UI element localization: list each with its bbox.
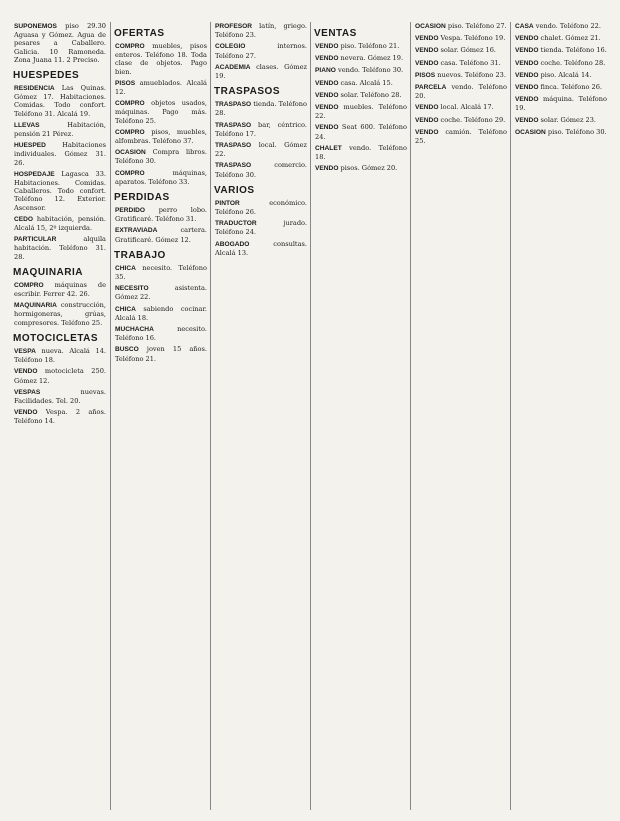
ad-text: local. Gómez 22. <box>215 141 307 159</box>
ad-lead-word: EXTRAVIADA <box>115 227 158 235</box>
ad-text: solar. Gómez 23. <box>538 115 597 124</box>
classified-ad <box>10 170 110 212</box>
classified-ad <box>411 22 511 31</box>
classified-ad <box>211 42 311 59</box>
classified-ad <box>511 46 611 55</box>
ad-lead-word: RESIDENCIA <box>14 85 55 93</box>
classified-ad <box>511 34 611 43</box>
classified-ad <box>511 59 611 68</box>
ad-lead-word: VENDO <box>14 409 38 417</box>
ad-lead-word: ACADEMIA <box>215 63 251 71</box>
ad-lead-word: VENDO <box>515 84 539 92</box>
ad-lead-word: LLEVAS <box>14 121 40 129</box>
ad-lead-word: VENDO <box>515 96 539 104</box>
ad-text: piso. Teléfono 30. <box>545 127 607 136</box>
ad-text: necesito. Teléfono 16. <box>115 325 207 343</box>
classified-ad <box>511 22 611 31</box>
classified-ad <box>10 301 110 327</box>
ad-text: latín, griego. Teléfono 23. <box>215 22 307 40</box>
ad-lead-word: COMPRO <box>14 281 44 289</box>
ad-text: coche. Teléfono 28. <box>538 58 606 67</box>
ad-text: muebles. Teléfono 22. <box>315 103 407 121</box>
ad-lead-word: BUSCO <box>115 346 139 354</box>
ad-text: pisos, muebles, alfombras. Teléfono 37. <box>115 127 207 146</box>
classified-ad <box>10 347 110 364</box>
ad-text: nueva. Alcalá 14. Teléfono 18. <box>14 346 106 365</box>
section-heading: VARIOS <box>214 184 255 196</box>
section-heading: VENTAS <box>314 28 357 39</box>
ad-text: Habitaciones individuales. Gómez 31. 26. <box>14 141 106 167</box>
ad-lead-word: OCASION <box>415 23 446 30</box>
classified-ad <box>311 54 411 63</box>
classified-ad <box>111 264 211 281</box>
section-heading: TRASPASOS <box>214 86 280 98</box>
classified-ad <box>10 408 110 425</box>
ad-lead-word: VENDO <box>515 116 539 124</box>
ad-text: finca. Teléfono 26. <box>538 83 603 92</box>
ad-lead-word: VENDO <box>515 71 539 79</box>
ad-lead-word: HOSPEDAJE <box>14 170 55 178</box>
ad-text: vendo. Teléfono 18. <box>315 143 407 162</box>
ad-lead-word: CASA <box>515 23 534 30</box>
classified-ad <box>111 169 211 186</box>
classified-ad <box>211 240 311 257</box>
ad-text: piso 29.30 Aguasa y Gómez. Agua de pesares a Caballero. Galicia. 10 Ramoneda. Zona Juana 11. 2 Preciso. <box>14 22 106 64</box>
ad-text: casa. Teléfono 31. <box>438 58 501 67</box>
classified-ad <box>311 79 411 88</box>
classified-ad <box>10 388 110 405</box>
ad-lead-word: MAQUINARIA <box>14 302 57 310</box>
classified-ad <box>211 121 311 138</box>
classified-ad <box>411 46 511 55</box>
ad-lead-word: NECESITO <box>115 285 149 293</box>
ad-text: tienda. Teléfono 16. <box>538 46 607 55</box>
ad-lead-word: VENDO <box>315 104 339 112</box>
ad-text: consultas. Alcalá 13. <box>215 239 307 257</box>
ad-text: chalet. Gómez 21. <box>538 34 601 43</box>
ad-text: Vespa. Teléfono 19. <box>438 34 506 43</box>
classified-ad <box>411 34 511 43</box>
ad-text: vendo. Teléfono 22. <box>533 22 601 30</box>
ad-text: Habitación, pensión 21 Pérez. <box>14 120 106 139</box>
ad-text: Compra libros. Teléfono 30. <box>115 148 207 166</box>
classified-ad <box>511 116 611 125</box>
ad-lead-word: PARTICULAR <box>14 236 57 244</box>
classified-ad <box>311 66 411 75</box>
ad-lead-word: HUESPED <box>14 142 46 150</box>
ad-lead-word: CHICA <box>115 264 136 272</box>
ad-text: casa. Alcalá 15. <box>338 78 393 87</box>
ad-lead-word: PINTOR <box>215 199 240 207</box>
column-5 <box>410 22 511 810</box>
ad-text: jurado. Teléfono 24. <box>215 219 307 237</box>
classified-ad <box>411 103 511 112</box>
ad-lead-word: VENDO <box>415 104 439 112</box>
ad-text: local. Alcalá 17. <box>438 103 494 112</box>
ad-text: máquinas de escribir. Ferrer 42. 26. <box>14 280 106 299</box>
ad-text: objetos usados, máquinas. Pago más. Teléfono 25. <box>115 99 207 125</box>
ad-lead-word: VENDO <box>315 91 339 99</box>
ad-lead-word: OCASION <box>115 149 146 157</box>
column-3 <box>210 22 311 810</box>
ad-text: amueblados. Alcalá 12. <box>115 78 207 97</box>
ad-lead-word: VENDO <box>415 128 439 136</box>
ad-lead-word: TRASPASO <box>215 121 252 129</box>
ad-lead-word: PISOS <box>115 79 136 87</box>
ad-text: perro lobo. Gratificaré. Teléfono 31. <box>115 206 207 224</box>
ad-text: muebles, pisos enteros. Teléfono 18. Toda clase de objetos. Pago bien. <box>115 42 207 76</box>
ad-text: internos. Teléfono 27. <box>215 42 307 60</box>
ad-text: nuevos. Teléfono 23. <box>435 70 506 79</box>
ad-text: Seat 600. Teléfono 24. <box>315 123 407 141</box>
classified-ad <box>111 284 211 301</box>
ad-text: vendo. Teléfono 20. <box>415 83 507 101</box>
classified-ad <box>311 103 411 120</box>
classified-ad <box>511 128 611 137</box>
ad-lead-word: VESPA <box>14 347 36 355</box>
ad-lead-word: ABOGADO <box>215 240 250 248</box>
ad-text: camión. Teléfono 25. <box>415 127 507 146</box>
ad-text: vendo. Teléfono 30. <box>335 66 404 75</box>
ad-lead-word: TRASPASO <box>215 142 252 150</box>
ad-lead-word: MUCHACHA <box>115 326 154 334</box>
ad-lead-word: PIANO <box>315 67 336 75</box>
ad-lead-word: VENDO <box>515 35 539 43</box>
classified-ad <box>311 144 411 161</box>
classified-ad <box>311 91 411 100</box>
ad-lead-word: COMPRO <box>115 100 145 108</box>
ad-text: necesito. Teléfono 35. <box>115 263 207 282</box>
classified-ad <box>311 164 411 173</box>
classified-ad <box>111 79 211 96</box>
classified-ad <box>111 128 211 145</box>
ad-text: tienda. Teléfono 28. <box>215 100 307 118</box>
ad-lead-word: VENDO <box>415 47 439 55</box>
ad-lead-word: VENDO <box>415 59 439 67</box>
classified-ad <box>211 219 311 236</box>
column-4 <box>310 22 411 810</box>
ad-lead-word: COLEGIO <box>215 43 246 51</box>
ad-text: solar. Gómez 16. <box>438 46 497 55</box>
ad-lead-word: VENDO <box>315 55 339 63</box>
ad-lead-word: TRASPASO <box>215 101 252 109</box>
ad-text: comercio. Teléfono 30. <box>215 161 307 179</box>
section-heading: MOTOCICLETAS <box>13 332 99 344</box>
ad-lead-word: COMPRO <box>115 43 145 50</box>
classified-ad <box>111 206 211 223</box>
classified-ad <box>511 71 611 80</box>
ad-lead-word: COMPRO <box>115 128 145 136</box>
ad-text: asistenta. Gómez 22. <box>115 284 207 302</box>
ad-text: alquila habitación. Teléfono 31. 28. <box>14 235 106 261</box>
ad-text: Las Quinas. Gómez 17. Habitaciones. Comidas. Todo confort. Teléfono 31. Alcalá 19. <box>14 84 106 118</box>
ad-lead-word: VENDO <box>515 59 539 67</box>
classified-ad <box>311 42 411 51</box>
ad-text: joven 15 años. Teléfono 21. <box>115 345 207 363</box>
classified-ad <box>211 22 311 39</box>
ad-lead-word: VENDO <box>14 368 38 376</box>
ad-lead-word: OCASION <box>515 128 546 136</box>
ad-text: pisos. Gómez 20. <box>338 164 398 173</box>
ad-lead-word: PISOS <box>415 71 436 79</box>
ad-lead-word: VENDO <box>315 79 339 87</box>
ad-lead-word: PROFESOR <box>215 23 253 30</box>
ad-text: bar, céntrico. Teléfono 17. <box>215 120 307 138</box>
column-1 <box>10 22 110 810</box>
classified-ad <box>111 42 211 76</box>
column-6 <box>510 22 611 810</box>
ad-text: piso. Alcalá 14. <box>538 70 592 79</box>
classified-ad <box>10 215 110 232</box>
classifieds-page <box>10 22 610 810</box>
ad-text: piso. Teléfono 27. <box>445 22 507 30</box>
section-heading: HUESPEDES <box>13 70 80 82</box>
classified-ad <box>211 161 311 178</box>
ad-lead-word: VENDO <box>515 47 539 55</box>
classified-ad <box>411 116 511 125</box>
ad-lead-word: PERDIDO <box>115 207 146 215</box>
classified-ad <box>10 141 110 167</box>
ad-lead-word: VENDO <box>315 165 339 173</box>
classified-ad <box>211 63 311 80</box>
classified-ad <box>111 148 211 165</box>
ad-text: Lagasca 33. Habitaciones. Comidas. Caballeros. Todo confort. Teléfono 12. Exterior. Ascensor. <box>14 169 106 212</box>
ad-lead-word: VENDO <box>415 35 439 43</box>
ad-lead-word: VENDO <box>415 116 439 124</box>
ad-text: habitación, pensión. Alcalá 15, 2º izquierda. <box>14 214 106 233</box>
classified-ad <box>10 84 110 118</box>
ad-text: Vespa. 2 años. Teléfono 14. <box>14 408 106 426</box>
ad-text: sabiendo cocinar. Alcalá 18. <box>115 304 207 322</box>
ad-text: máquina. Teléfono 19. <box>515 95 607 113</box>
ad-text: económico. Teléfono 26. <box>215 198 307 217</box>
classified-ad <box>511 95 611 112</box>
column-2 <box>110 22 211 810</box>
ad-lead-word: SUPONEMOS <box>14 23 57 30</box>
section-heading: PERDIDAS <box>114 192 170 204</box>
classified-ad <box>111 305 211 322</box>
ad-lead-word: TRADUCTOR <box>215 220 257 228</box>
classified-ad <box>211 199 311 216</box>
classified-ad <box>10 22 110 64</box>
section-heading: MAQUINARIA <box>13 266 83 278</box>
ad-text: nevera. Gómez 19. <box>338 54 404 63</box>
ad-lead-word: TRASPASO <box>215 162 252 170</box>
classified-ad <box>411 83 511 100</box>
classified-ad <box>411 71 511 80</box>
ad-lead-word: VESPAS <box>14 388 41 396</box>
classified-ad <box>111 345 211 362</box>
ad-text: construcción, hormigoneras, grúas, compresores. Teléfono 25. <box>14 301 106 327</box>
ad-text: solar. Teléfono 28. <box>338 90 402 99</box>
classified-ad <box>10 235 110 261</box>
ad-lead-word: CHALET <box>315 144 342 152</box>
classified-ad <box>411 128 511 145</box>
ad-lead-word: VENDO <box>315 124 339 132</box>
classified-ad <box>311 123 411 140</box>
classified-ad <box>111 226 211 243</box>
ad-lead-word: COMPRO <box>115 169 145 177</box>
classified-ad <box>511 83 611 92</box>
section-heading: TRABAJO <box>114 249 166 261</box>
ad-text: coche. Teléfono 29. <box>438 115 506 124</box>
classified-ad <box>10 367 110 384</box>
classified-ad <box>411 59 511 68</box>
ad-text: máquinas, aparatos. Teléfono 33. <box>115 168 207 186</box>
section-heading: OFERTAS <box>114 28 165 39</box>
classified-ad <box>211 100 311 117</box>
classified-ad <box>211 141 311 158</box>
ad-lead-word: CEDO <box>14 215 34 223</box>
ad-lead-word: VENDO <box>315 43 339 50</box>
ad-text: motocicleta 250. Gómez 12. <box>14 367 106 385</box>
ad-lead-word: PARCELA <box>415 84 447 92</box>
ad-text: nuevas. Facilidades. Tel. 20. <box>14 387 106 405</box>
classified-ad <box>10 281 110 298</box>
ad-text: clases. Gómez 19. <box>215 62 307 81</box>
ad-lead-word: CHICA <box>115 305 136 313</box>
ad-text: piso. Teléfono 21. <box>338 42 400 50</box>
classified-ad <box>111 325 211 342</box>
ad-text: cartera. Gratificaré. Gómez 12. <box>115 226 207 244</box>
classified-ad <box>111 99 211 125</box>
classified-ad <box>10 121 110 138</box>
